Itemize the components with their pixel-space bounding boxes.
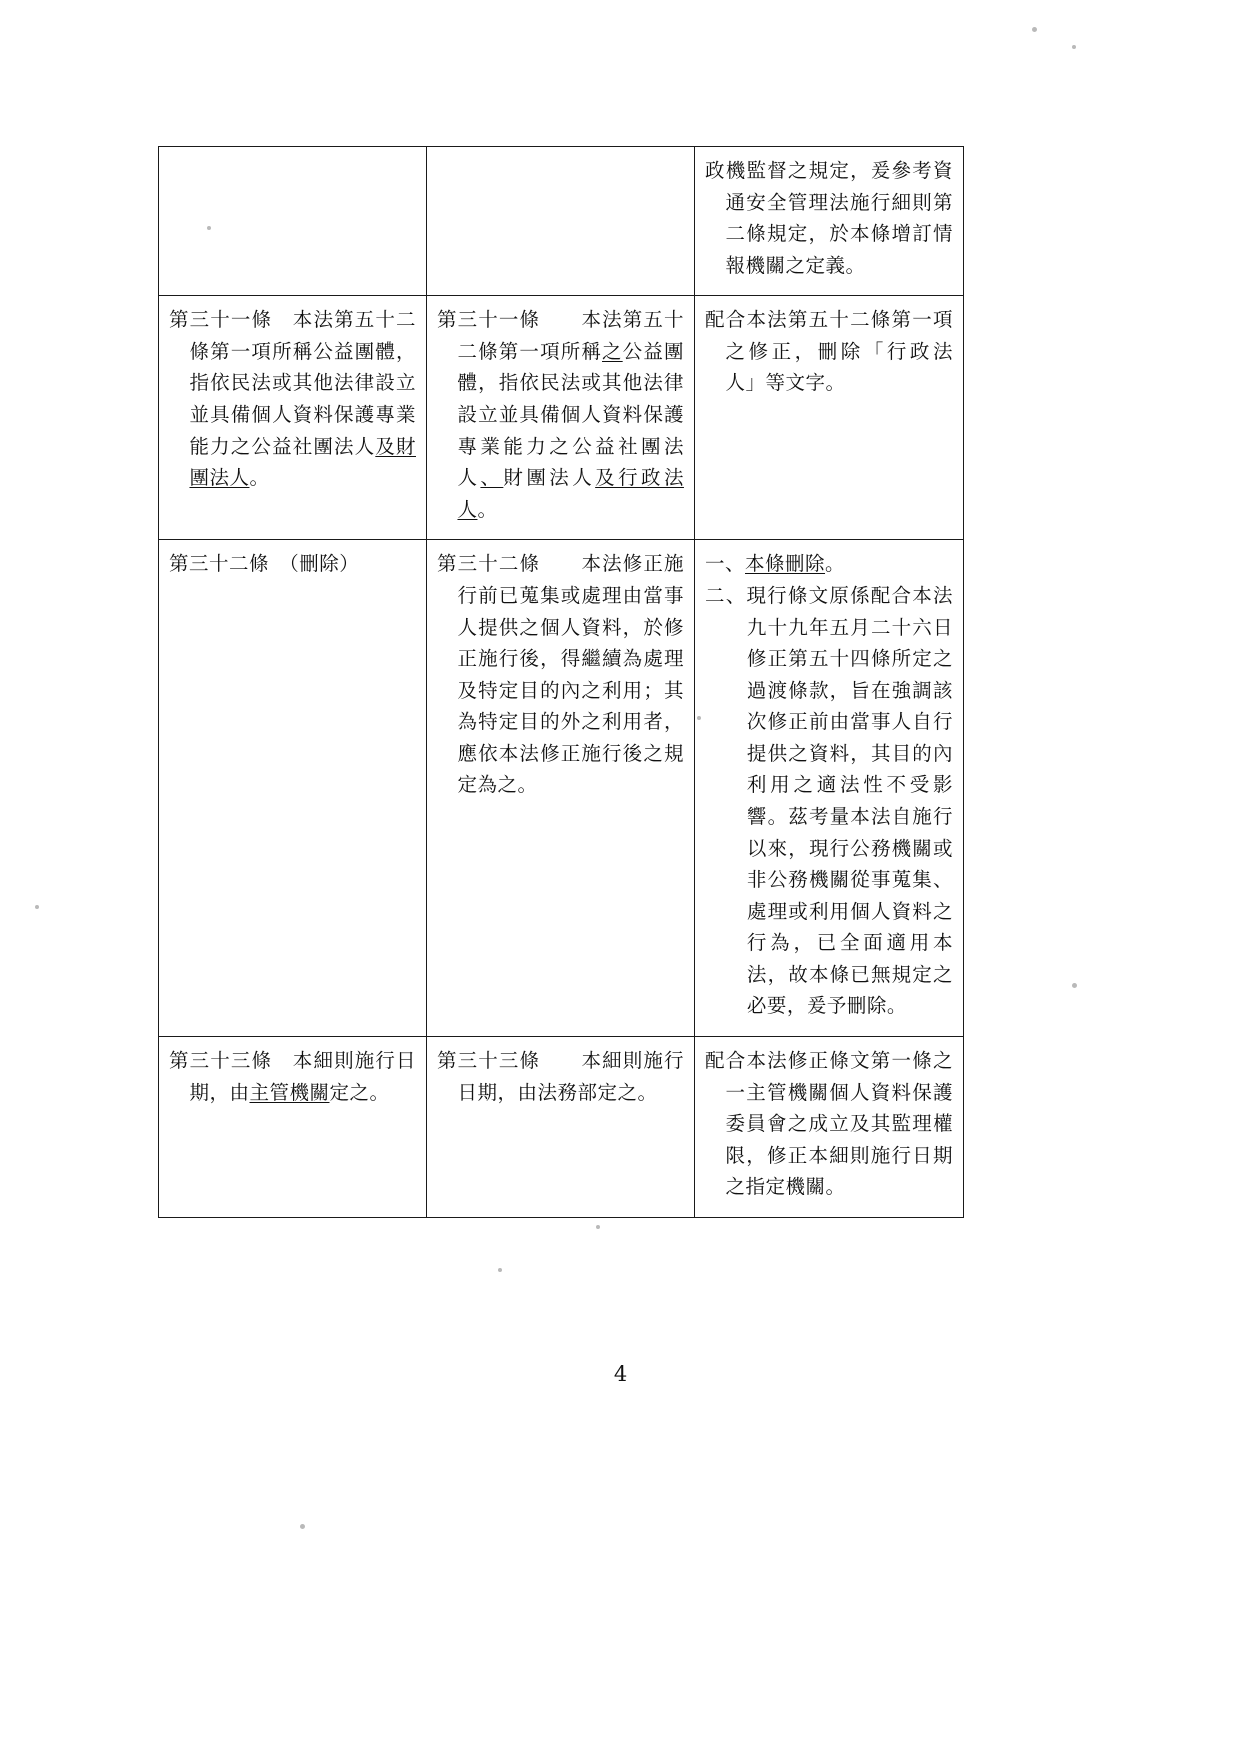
cell-current-provision <box>427 540 695 1037</box>
cell-proposed-amendment <box>159 1037 427 1218</box>
table-row <box>159 296 964 540</box>
table-body <box>159 147 964 1218</box>
cell-explanation <box>695 296 964 540</box>
underlined-text: 及財團法人 <box>189 434 416 490</box>
cell-proposed-amendment <box>159 540 427 1037</box>
text-run: 配合本法修正條文第一條之一主管機關個人資料保護委員會之成立及其監理權限，修正本細則施行日期之指定機關。 <box>705 1049 953 1199</box>
scan-speck <box>1072 45 1076 49</box>
table-row <box>159 1037 964 1218</box>
scan-speck <box>596 1225 600 1229</box>
text-run: 。 <box>249 466 270 490</box>
cell-proposed-amendment <box>159 147 427 296</box>
text-run: 定之。 <box>329 1080 390 1104</box>
page-number: 4 <box>613 1362 628 1386</box>
text-run: 第三十一條 本法第五十二條第一項所稱公益團體，指依民法或其他法律設立並具備個人資料保護專業能力之公益社團法人 <box>169 308 416 458</box>
paragraph <box>437 304 684 525</box>
paragraph <box>169 548 416 580</box>
paragraph <box>705 548 953 580</box>
text-run: 第三十三條 本細則施行日期，由 <box>169 1049 416 1104</box>
paragraph <box>705 1045 953 1203</box>
underlined-text: 主管機關 <box>249 1080 330 1104</box>
paragraph <box>437 548 684 801</box>
cell-current-provision <box>427 147 695 296</box>
cell-explanation <box>695 540 964 1037</box>
scan-speck <box>300 1524 305 1529</box>
cell-current-provision <box>427 296 695 540</box>
cell-proposed-amendment <box>159 296 427 540</box>
paragraph <box>705 155 953 281</box>
paragraph <box>437 1045 684 1108</box>
text-run: 。 <box>477 497 498 521</box>
text-run: 第三十一條 本法第五十二條第一項所稱 <box>437 308 684 363</box>
underlined-text: 之 <box>602 339 623 363</box>
underlined-text: 本條刪除 <box>745 552 826 576</box>
text-run: 。 <box>825 552 846 576</box>
scan-speck <box>498 1268 502 1272</box>
cell-explanation <box>695 147 964 296</box>
text-run: 第三十二條 （刪除） <box>169 552 360 576</box>
text-run: 政機監督之規定，爰參考資通安全管理法施行細則第二條規定，於本條增訂情報機關之定義。 <box>705 159 953 277</box>
paragraph <box>705 580 953 1022</box>
paragraph <box>705 304 953 399</box>
scan-speck <box>1032 27 1037 32</box>
text-run: 一、 <box>705 552 746 576</box>
paragraph <box>169 304 416 493</box>
cell-current-provision <box>427 1037 695 1218</box>
paragraph <box>169 1045 416 1108</box>
amendment-comparison-table <box>158 146 964 1218</box>
text-run: 配合本法第五十二條第一項之修正，刪除「行政法人」等文字。 <box>705 308 953 395</box>
table-row <box>159 540 964 1037</box>
text-run: 公益團體，指依民法或其他法律設立並具備個人資料保護專業能力之公益社團法人 <box>457 339 684 490</box>
scan-speck <box>35 905 39 909</box>
text-run: 二、現行條文原係配合本法九十九年五月二十六日修正第五十四條所定之過渡條款，旨在強調該次修正前由當事人自行提供之資料，其目的內利用之適法性不受影響。茲考量本法自施行以來，現行公務機關或非公務機關從事蒐集、處理或利用個人資料之行為，已全面適用本法，故本條已無規定之必要，爰予刪除。 <box>705 583 953 1018</box>
text-run: 第三十二條 本法修正施行前已蒐集或處理由當事人提供之個人資料，於修正施行後，得繼續為處理及特定目的內之利用；其為特定目的外之利用者，應依本法修正施行後之規定為之。 <box>437 552 684 797</box>
text-run: 財團法人 <box>503 466 596 490</box>
cell-explanation <box>695 1037 964 1218</box>
text-run: 第三十三條 本細則施行日期，由法務部定之。 <box>437 1049 684 1104</box>
scan-speck <box>1072 983 1077 988</box>
table-row <box>159 147 964 296</box>
underlined-text: 及行政法人 <box>457 466 684 521</box>
underlined-text: 、 <box>480 466 504 490</box>
